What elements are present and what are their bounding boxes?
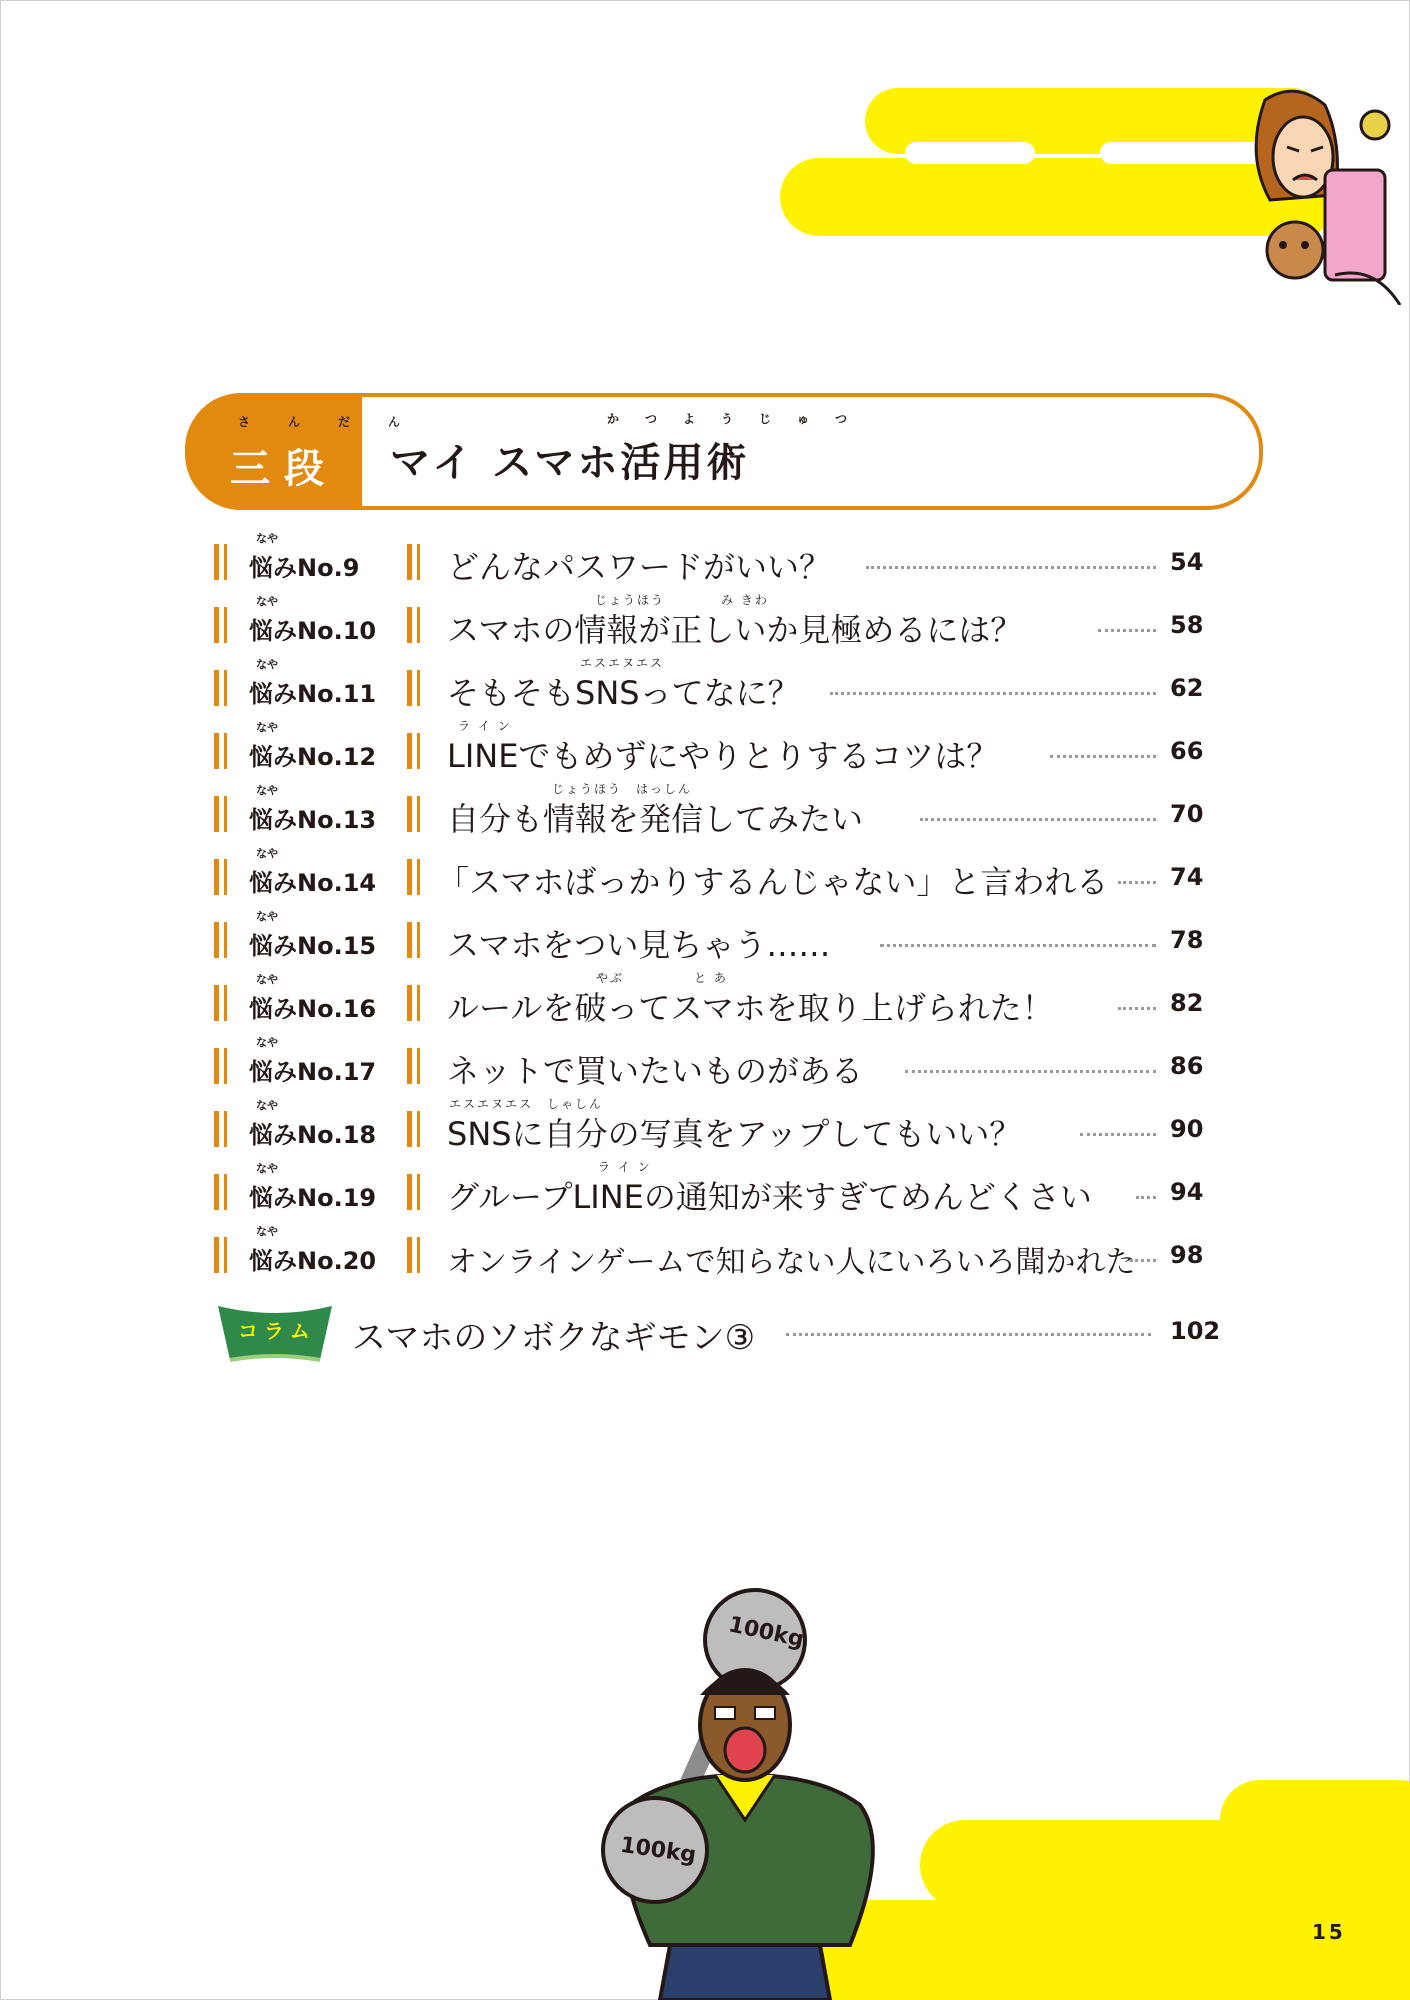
chapter-title-ruby: かつようじゅつ — [607, 412, 874, 426]
toc-row[interactable] — [0, 656, 1410, 716]
question-ruby: ラ イ ン — [598, 1160, 652, 1174]
question-text: グループLINEの通知が来すぎてめんどくさい — [447, 1178, 1092, 1216]
question-text: 「スマホばっかりするんじゃない」と言われる — [437, 863, 1109, 901]
row-bar — [214, 670, 219, 706]
number-ruby: なや — [256, 1099, 278, 1112]
number-ruby: なや — [256, 1162, 278, 1175]
number-ruby: なや — [256, 910, 278, 923]
worry-number: 悩みNo.14 — [249, 869, 377, 897]
toc-row[interactable] — [0, 1034, 1410, 1094]
worry-number: 悩みNo.17 — [249, 1058, 377, 1086]
page-number: 98 — [1170, 1241, 1204, 1269]
dot-leader — [1098, 629, 1156, 632]
question-text: スマホの情報が正しいか見極めるには？ — [447, 611, 1023, 649]
row-bar — [417, 1237, 420, 1273]
chapter-label-ruby: さんだん — [238, 415, 439, 429]
strongman-illustration — [590, 1585, 920, 2000]
row-bar — [407, 922, 412, 958]
toc-row[interactable] — [0, 971, 1410, 1031]
question-ruby: じょうほう はっしん — [552, 782, 693, 796]
number-ruby: なや — [256, 973, 278, 986]
worry-number: 悩みNo.18 — [249, 1121, 377, 1149]
row-bar — [407, 544, 412, 580]
row-bar — [224, 733, 227, 769]
worry-number: 悩みNo.12 — [249, 743, 377, 771]
row-bar — [417, 1111, 420, 1147]
question-ruby: エスエヌエス しゃしん — [449, 1097, 604, 1111]
row-bar — [417, 733, 420, 769]
worry-number: 悩みNo.10 — [249, 617, 377, 645]
toc-row[interactable] — [0, 782, 1410, 842]
row-bar — [407, 607, 412, 643]
column-badge-label: コラム — [238, 1319, 316, 1343]
dot-leader — [1050, 755, 1156, 758]
number-ruby: なや — [256, 721, 278, 734]
row-bar — [214, 607, 219, 643]
worry-number: 悩みNo.13 — [249, 806, 377, 834]
row-bar — [224, 670, 227, 706]
chapter-header — [185, 393, 1263, 508]
page-number: 90 — [1170, 1115, 1204, 1143]
toc-row[interactable] — [0, 719, 1410, 779]
worry-number: 悩みNo.9 — [249, 554, 360, 582]
row-bar — [214, 1174, 219, 1210]
question-text: スマホをつい見ちゃう…… — [447, 926, 831, 964]
row-bar — [224, 1111, 227, 1147]
page-folio: 15 — [1312, 1920, 1346, 1944]
page-number: 86 — [1170, 1052, 1204, 1080]
question-text: LINEでもめずにやりとりするコツは？ — [447, 737, 999, 775]
row-bar — [417, 607, 420, 643]
toc-row[interactable] — [0, 1097, 1410, 1157]
row-bar — [214, 1111, 219, 1147]
row-bar — [417, 985, 420, 1021]
worry-number: 悩みNo.15 — [249, 932, 377, 960]
row-bar — [224, 1174, 227, 1210]
page-number: 66 — [1170, 737, 1204, 765]
toc-row[interactable] — [0, 1223, 1410, 1283]
worry-number: 悩みNo.16 — [249, 995, 377, 1023]
row-bar — [407, 1048, 412, 1084]
row-bar — [224, 859, 227, 895]
row-bar — [214, 1048, 219, 1084]
toc-row[interactable] — [0, 530, 1410, 590]
question-text: そもそもSNSってなに？ — [447, 674, 800, 712]
number-ruby: なや — [256, 847, 278, 860]
row-bar — [407, 670, 412, 706]
question-text: ルールを破ってスマホを取り上げられた！ — [447, 989, 1054, 1027]
toc-row[interactable] — [0, 908, 1410, 968]
row-bar — [224, 1048, 227, 1084]
row-bar — [224, 607, 227, 643]
row-bar — [407, 1174, 412, 1210]
page-number: 74 — [1170, 863, 1204, 891]
dot-leader — [1080, 1133, 1156, 1136]
worry-number: 悩みNo.20 — [249, 1247, 377, 1275]
row-bar — [417, 859, 420, 895]
worry-number: 悩みNo.19 — [249, 1184, 377, 1212]
row-bar — [407, 733, 412, 769]
page-number: 82 — [1170, 989, 1204, 1017]
dot-leader — [1118, 881, 1156, 884]
row-bar — [407, 796, 412, 832]
dot-leader — [830, 692, 1156, 695]
toc-row[interactable] — [0, 1160, 1410, 1220]
number-ruby: なや — [256, 1225, 278, 1238]
question-text: SNSに自分の写真をアップしてもいい？ — [447, 1115, 1022, 1153]
question-ruby: じょうほう み きわ — [595, 593, 769, 607]
column-title[interactable]: スマホのソボクなギモン③ — [352, 1318, 756, 1358]
page-number: 58 — [1170, 611, 1204, 639]
row-bar — [224, 1237, 227, 1273]
page-number: 94 — [1170, 1178, 1204, 1206]
page-number: 54 — [1170, 548, 1204, 576]
column-page-number: 102 — [1170, 1317, 1221, 1345]
question-ruby: エスエヌエス — [580, 656, 665, 670]
dot-leader — [920, 818, 1156, 821]
number-ruby: なや — [256, 1036, 278, 1049]
number-ruby: なや — [256, 784, 278, 797]
row-bar — [214, 544, 219, 580]
row-bar — [224, 985, 227, 1021]
toc-row[interactable] — [0, 593, 1410, 653]
question-ruby: やぶ と あ — [596, 971, 728, 985]
row-bar — [214, 1237, 219, 1273]
row-bar — [214, 733, 219, 769]
row-bar — [407, 1111, 412, 1147]
question-text: どんなパスワードがいい？ — [447, 548, 832, 586]
row-bar — [214, 922, 219, 958]
question-ruby: ラ イ ン — [458, 719, 512, 733]
row-bar — [407, 859, 412, 895]
question-text: オンラインゲームで知らない人にいろいろ聞かれた — [447, 1245, 1136, 1280]
dot-leader — [1130, 1259, 1156, 1262]
row-bar — [417, 670, 420, 706]
row-bar — [407, 985, 412, 1021]
dot-leader — [866, 566, 1156, 569]
row-bar — [224, 544, 227, 580]
question-text: ネットで買いたいものがある — [447, 1052, 864, 1090]
dot-leader — [905, 1070, 1156, 1073]
row-bar — [417, 1048, 420, 1084]
dot-leader — [1118, 1007, 1156, 1010]
row-bar — [417, 796, 420, 832]
dot-leader — [880, 944, 1156, 947]
page-number: 62 — [1170, 674, 1204, 702]
worry-number: 悩みNo.11 — [249, 680, 377, 708]
row-bar — [224, 922, 227, 958]
row-bar — [417, 1174, 420, 1210]
row-bar — [214, 985, 219, 1021]
row-bar — [214, 796, 219, 832]
chapter-title: マイ スマホ活用術 — [390, 440, 750, 486]
page-number: 78 — [1170, 926, 1204, 954]
row-bar — [417, 922, 420, 958]
question-text: 自分も情報を発信してみたい — [447, 800, 864, 838]
woman-illustration — [1225, 85, 1410, 305]
weight-label: 100kg — [618, 1832, 698, 1869]
toc-row[interactable] — [0, 845, 1410, 905]
number-ruby: なや — [256, 595, 278, 608]
row-bar — [214, 859, 219, 895]
dot-leader — [1136, 1196, 1156, 1199]
page-number: 70 — [1170, 800, 1204, 828]
number-ruby: なや — [256, 658, 278, 671]
row-bar — [417, 544, 420, 580]
number-ruby: なや — [256, 532, 278, 545]
weight-label: 100kg — [726, 1612, 807, 1653]
row-bar — [224, 796, 227, 832]
chapter-label: 三段 — [230, 446, 338, 492]
dot-leader — [786, 1333, 1151, 1336]
row-bar — [407, 1237, 412, 1273]
